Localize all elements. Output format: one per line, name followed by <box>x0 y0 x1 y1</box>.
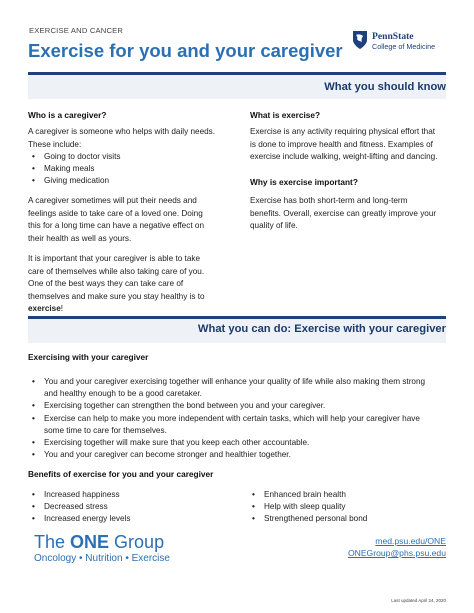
list-item: • Enhanced brain health <box>252 489 367 501</box>
text-line: • Exercising together can strengthen the bond between you and your caregiver. <box>44 401 326 411</box>
caregiver-intro <box>28 126 233 151</box>
exercise-definition <box>250 126 450 164</box>
brand-the: The <box>34 532 71 552</box>
section-title-do: What you can do: Exercise with your caregiver <box>197 323 446 335</box>
text-line: quality of life. <box>250 221 298 231</box>
heading-who-caregiver: Who is a caregiver? <box>28 110 107 120</box>
one-group-logo <box>34 532 164 553</box>
list-item <box>32 400 452 412</box>
text-line: some time to care for themselves. <box>44 425 167 435</box>
text-line: care of themselves while also taking care of you. <box>28 266 205 276</box>
section-title-know: What you should know <box>324 81 446 93</box>
list-item: • Increased energy levels <box>32 513 130 525</box>
email-link[interactable]: ONEGroup@phs.psu.edu <box>347 548 446 558</box>
list-item: • Decreased stress <box>32 501 130 513</box>
list-item <box>32 437 452 449</box>
text-line: and healthy enough to be a good caretaker. <box>44 389 202 399</box>
brand-one: ONE <box>70 532 110 552</box>
pennstate-logo <box>352 30 457 54</box>
heading-benefits: Benefits of exercise for you and your caregiver <box>28 469 214 479</box>
heading-what-exercise: What is exercise? <box>250 110 321 120</box>
caregiver-paragraph-3 <box>28 253 233 316</box>
list-item: • Going to doctor visits <box>32 151 120 163</box>
exercise-together-list <box>32 376 452 461</box>
logo-wordmark: PennState <box>372 31 414 42</box>
text-line: • You and your caregiver exercising together will enhance your quality of life while also making them strong <box>44 377 426 386</box>
text-line: Exercise has both short-term and long-term <box>250 196 408 205</box>
nittany-lion-shield-icon <box>352 30 368 50</box>
last-updated-note: Last updated April 24, 2020 <box>391 598 446 603</box>
list-item: • Strengthened personal bond <box>252 513 367 525</box>
list-item: • Help with sleep quality <box>252 501 367 513</box>
text-line: One of the best ways they can take care of <box>28 279 184 289</box>
text-line: feelings aside to take care of a loved one. Doing <box>28 208 203 218</box>
text-line: Exercise is any activity requiring physical effort that <box>250 127 436 136</box>
punctuation: ! <box>60 304 64 314</box>
list-item <box>32 449 452 461</box>
emphasis-exercise: exercise <box>28 304 61 314</box>
heading-why-exercise: Why is exercise important? <box>250 177 358 187</box>
list-item <box>32 376 452 400</box>
list-item: • Making meals <box>32 163 120 175</box>
benefits-list-right <box>252 489 367 526</box>
logo-subtitle: College of Medicine <box>372 42 436 51</box>
text-line: • You and your caregiver can become stronger and healthier together. <box>44 450 291 460</box>
list-item: • Increased happiness <box>32 489 130 501</box>
text-line: themselves and make sure you stay healthy is to <box>28 291 205 301</box>
text-line: It is important that your caregiver is able to take <box>28 254 201 263</box>
text-line: benefits. Overall, exercise can greatly improve your <box>250 208 437 218</box>
heading-exercising-with-caregiver: Exercising with your caregiver <box>28 352 149 362</box>
eyebrow-label: EXERCISE AND CANCER <box>29 26 124 35</box>
page-title: Exercise for you and your caregiver <box>28 40 343 61</box>
text-line: exercise include walking, weight-lifting and dancing. <box>250 152 438 162</box>
text-line: • Exercising together will make sure that you keep each other accountable. <box>44 438 310 448</box>
text-line: • Exercise can help to make you more independent with certain tasks, which will help your caregiver have <box>44 413 420 423</box>
caregiver-tasks-list <box>32 151 120 188</box>
brand-group: Group <box>109 532 165 552</box>
text-line: A caregiver is someone who helps with daily needs. <box>28 127 216 136</box>
one-group-tagline: Oncology • Nutrition • Exercise <box>34 553 170 564</box>
list-item: • Giving medication <box>32 175 120 187</box>
benefits-list-left <box>32 489 130 526</box>
exercise-importance <box>250 195 450 233</box>
caregiver-paragraph-2 <box>28 195 233 245</box>
text-line <box>28 303 233 316</box>
text-line: A caregiver sometimes will put their needs and <box>28 196 197 205</box>
website-link[interactable]: med.psu.edu/ONE <box>375 536 446 546</box>
text-line: this for a long time can have a negative effect on <box>28 221 204 231</box>
text-line: their health as well as yours. <box>28 233 132 243</box>
text-line: is done to improve health and fitness. Examples of <box>250 139 433 149</box>
list-item <box>32 413 452 437</box>
text-line: These include: <box>28 139 82 149</box>
